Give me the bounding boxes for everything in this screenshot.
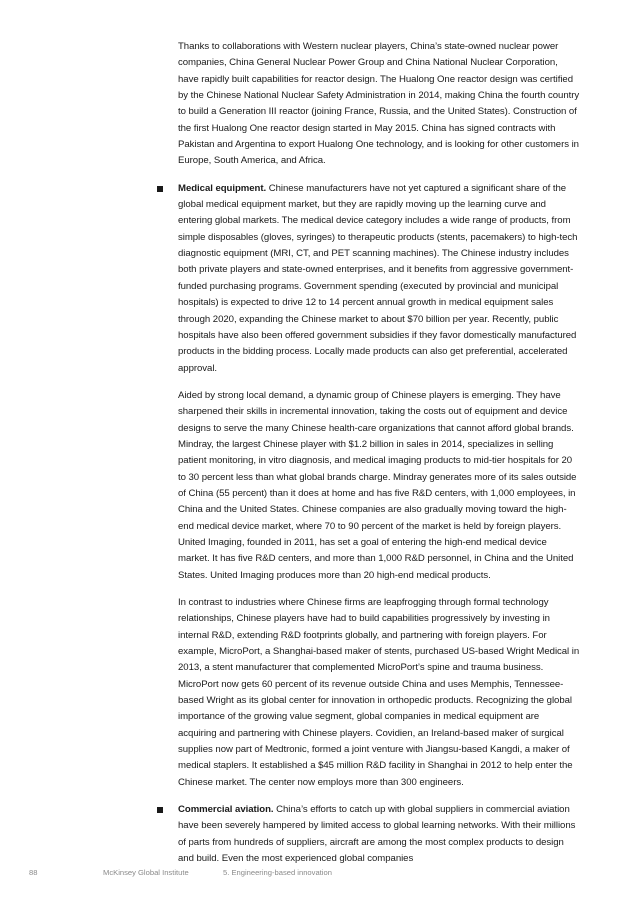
commercial-aviation-heading: Commercial aviation. (178, 804, 274, 816)
body-text-column (178, 39, 580, 879)
medical-equipment-heading: Medical equipment. (178, 182, 267, 194)
commercial-aviation-text: China’s efforts to catch up with global suppliers in commercial aviation have been severely hampered by limited access to global learning networks. With their millions of parts from hundreds of suppliers, aircraft are among the most complex products to design and build. Even the most experienced global companies (178, 804, 576, 865)
page-footer (0, 868, 636, 880)
mindray-paragraph: Aided by strong local demand, a dynamic group of Chinese players is emerging. They have sharpened their skills in incremental innovation, taking the costs out of equipment and device designs to serve the many Chinese health-care organizations that cannot afford global brands. Mindray, the largest Chinese player with $1.2 billion in sales in 2014, specializes in selling patient monitoring, in vitro diagnosis, and medical imaging products to mid-tier hospitals for 20 to 30 percent less than what global brands charge. Mindray generates more of its sales outside of China (55 percent) than it does at home and has five R&D centers, with 1,000 employees, in China and the United States. Chinese companies are also gradually moving toward the high-end medical device market, where 70 to 90 percent of the market is held by foreign players. United Imaging, founded in 2011, has set a goal of entering the high-end medical device market. It has five R&D centers, and more than 1,000 R&D personnel, in China and the United States. United Imaging produces more than 20 high-end medical products. (178, 389, 577, 581)
medical-equipment-bullet (178, 181, 580, 377)
bullet-square-icon (157, 186, 163, 192)
commercial-aviation-bullet (178, 802, 580, 867)
page-number: 88 (29, 868, 38, 877)
chapter-title: 5. Engineering-based innovation (223, 868, 332, 877)
nuclear-paragraph: Thanks to collaborations with Western nuclear players, China’s state-owned nuclear power companies, China General Nuclear Power Group and China National Nuclear Corporation, have rapidly built capabilities for reactor design. The Hualong One reactor design was certified by the Chinese National Nuclear Safety Administration in 2014, making China the fourth country to build a Generation III reactor (joining France, Russia, and the United States). Construction of the first Hualong One reactor design started in May 2015. China has signed contracts with Pakistan and Argentina to export Hualong One technology, and is looking for other customers in Europe, South America, and Africa. (178, 41, 580, 167)
microport-paragraph: In contrast to industries where Chinese firms are leapfrogging through formal technology relationships, Chinese players have had to build capabilities progressively by investing in internal R&D, extending R&D footprints globally, and partnering with foreign players. For example, MicroPort, a Shanghai-based maker of stents, purchased US-based Wright Medical in 2013, a stent manufacturer that complemented MicroPort’s spine and trauma business. MicroPort now gets 60 percent of its revenue outside China and uses Memphis, Tennessee-based Wright as its global center for innovation in orthopedic products. Recognizing the global importance of the growing value segment, global companies in medical equipment are acquiring and partnering with Chinese players. Covidien, an Ireland-based maker of surgical supplies now part of Medtronic, formed a joint venture with Jiangsu-based Kangdi, a maker of medical staplers. It established a $45 million R&D facility in Shanghai in 2012 to help enter the Chinese market. The center now employs more than 300 engineers. (178, 597, 580, 788)
publisher-name: McKinsey Global Institute (103, 868, 189, 877)
bullet-square-icon (157, 807, 163, 813)
medical-equipment-text: Chinese manufacturers have not yet captured a significant share of the global medical equipment market, but they are rapidly moving up the learning curve and entering global markets. The medical device category includes a wide range of products, from simple disposables (gloves, syringes) to therapeutic products (stents, pacemakers) to high-tech diagnostic equipment (MRI, CT, and PET scanning machines). The Chinese industry includes both private players and state-owned enterprises, and it benefits from aggressive government-funded purchasing programs. Government spending (executed by provincial and municipal hospitals) is expected to drive 12 to 14 percent annual growth in medical equipment sales through 2020, expanding the Chinese market to about $70 billion per year. Recently, public hospitals have also been offered government subsidies if they favor domestically manufactured products in the bidding process. Locally made products can also get preferential, accelerated approval. (178, 182, 578, 374)
